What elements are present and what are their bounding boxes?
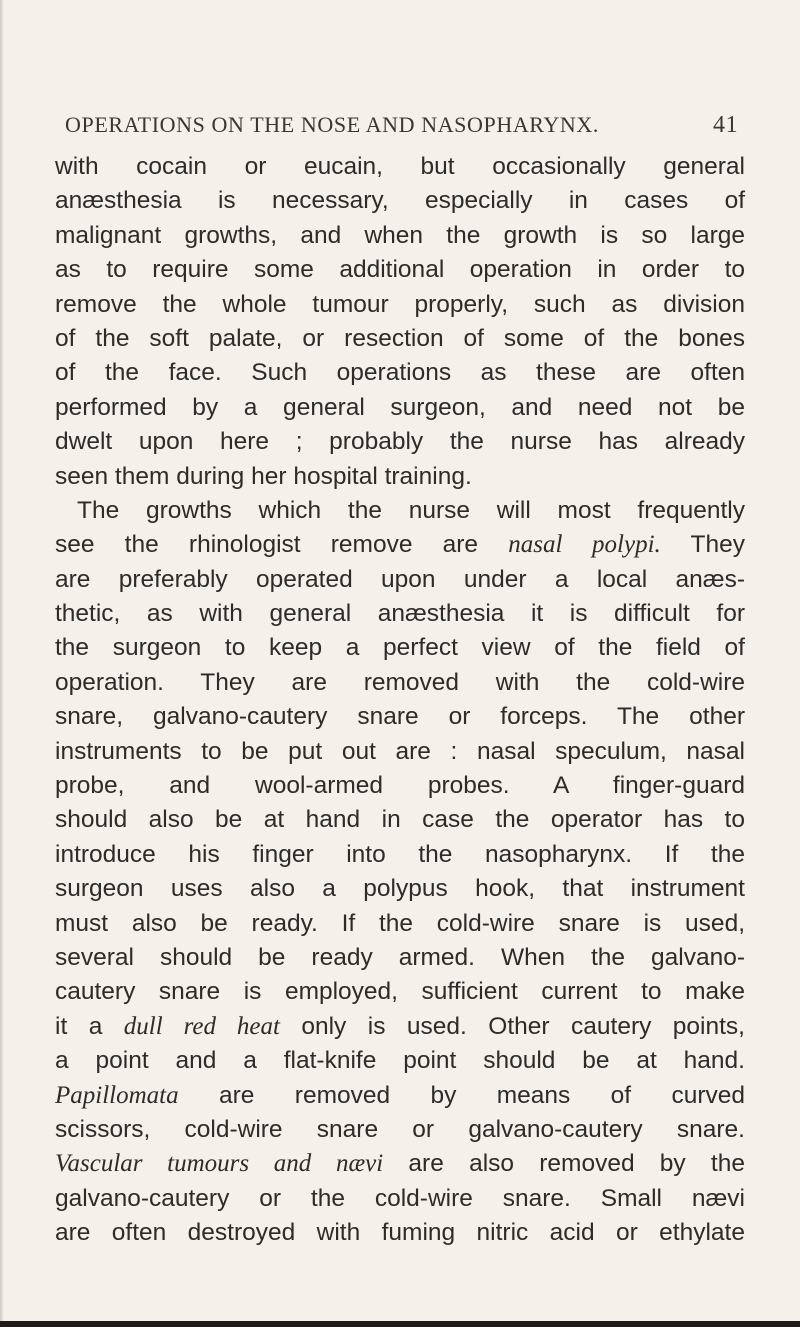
text-segment: it a bbox=[55, 1012, 124, 1040]
text-line bbox=[55, 528, 745, 562]
text-segment: surgeon uses also a polypus hook, that instrument bbox=[55, 875, 745, 903]
text-segment: are also removed by the bbox=[383, 1150, 745, 1178]
text-line bbox=[55, 425, 745, 459]
page-edge bbox=[0, 0, 4, 1327]
text-line bbox=[55, 769, 745, 803]
text-segment: snare, galvano-cautery snare or forceps. The other bbox=[55, 703, 745, 731]
italic-term: Vascular tumours and nævi bbox=[55, 1150, 384, 1178]
text-line bbox=[55, 253, 745, 287]
text-segment: thetic, as with general anæsthesia it is difficult for bbox=[55, 600, 745, 628]
text-line bbox=[55, 1010, 745, 1044]
italic-term: nasal polypi. bbox=[508, 531, 661, 559]
text-segment: several should be ready armed. When the galvano- bbox=[55, 943, 745, 971]
text-line bbox=[55, 700, 745, 734]
running-head-title: OPERATIONS ON THE NOSE AND NASOPHARYNX. bbox=[65, 112, 599, 137]
text-line bbox=[55, 735, 745, 769]
text-segment: as to require some additional operation in order to bbox=[55, 256, 745, 284]
text-line bbox=[55, 1079, 745, 1113]
page-bottom-edge bbox=[0, 1321, 800, 1327]
text-segment: cautery snare is employed, sufficient current to make bbox=[55, 978, 745, 1006]
text-segment: only is used. Other cautery points, bbox=[279, 1012, 745, 1040]
text-segment: seen them during her hospital training. bbox=[55, 462, 472, 490]
text-line bbox=[55, 872, 745, 906]
text-line bbox=[55, 666, 745, 700]
text-line bbox=[55, 460, 745, 494]
text-segment: are often destroyed with fuming nitric acid or ethylate bbox=[55, 1219, 745, 1247]
text-segment: with cocain or eucain, but occasionally general bbox=[55, 153, 745, 180]
text-segment: scissors, cold-wire snare or galvano-cautery snare. bbox=[55, 1115, 745, 1143]
text-line bbox=[55, 975, 745, 1009]
text-segment: operation. They are removed with the cold-wire bbox=[55, 668, 745, 696]
text-segment: remove the whole tumour properly, such as division bbox=[55, 290, 745, 318]
text-line bbox=[55, 803, 745, 837]
text-segment: instruments to be put out are : nasal speculum, nasal bbox=[55, 737, 745, 765]
text-line bbox=[55, 1147, 745, 1181]
page-number: 41 bbox=[713, 112, 739, 138]
text-line bbox=[55, 184, 745, 218]
text-line bbox=[55, 1044, 745, 1078]
text-line bbox=[55, 288, 745, 322]
text-segment: introduce his finger into the nasopharynx. If the bbox=[55, 840, 745, 868]
text-segment: performed by a general surgeon, and need not be bbox=[55, 393, 745, 421]
text-segment: The growths which the nurse will most frequently bbox=[77, 496, 745, 524]
text-line bbox=[55, 356, 745, 390]
text-segment: should also be at hand in case the operator has to bbox=[55, 806, 745, 834]
text-segment: must also be ready. If the cold-wire snare is used, bbox=[55, 909, 745, 937]
text-segment: galvano-cautery or the cold-wire snare. Small nævi bbox=[55, 1184, 745, 1212]
text-line bbox=[55, 563, 745, 597]
text-line bbox=[55, 391, 745, 425]
body-text bbox=[55, 150, 745, 1251]
text-segment: malignant growths, and when the growth is so large bbox=[55, 221, 745, 249]
text-line bbox=[55, 597, 745, 631]
text-segment: a point and a flat-knife point should be at hand. bbox=[55, 1047, 745, 1075]
text-segment: see the rhinologist remove are bbox=[55, 531, 509, 559]
text-line bbox=[55, 1216, 745, 1250]
text-segment: are removed by means of curved bbox=[178, 1081, 745, 1109]
text-segment: of the soft palate, or resection of some of the bones bbox=[55, 324, 745, 352]
italic-term: dull red heat bbox=[123, 1012, 280, 1040]
text-line bbox=[55, 219, 745, 253]
text-segment: are preferably operated upon under a local anæs- bbox=[55, 565, 745, 593]
text-line bbox=[55, 1113, 745, 1147]
text-segment: the surgeon to keep a perfect view of the field of bbox=[55, 634, 745, 662]
text-segment: They bbox=[660, 531, 746, 559]
text-line bbox=[55, 494, 745, 528]
text-line bbox=[55, 322, 745, 356]
italic-term: Papillomata bbox=[55, 1081, 179, 1109]
text-segment: probe, and wool-armed probes. A finger-guard bbox=[55, 772, 745, 800]
text-segment: dwelt upon here ; probably the nurse has already bbox=[55, 428, 745, 456]
text-line bbox=[55, 150, 745, 184]
text-line bbox=[55, 907, 745, 941]
text-line bbox=[55, 631, 745, 665]
text-line bbox=[55, 838, 745, 872]
text-segment: anæsthesia is necessary, especially in cases of bbox=[55, 187, 745, 215]
text-segment: of the face. Such operations as these are often bbox=[55, 359, 745, 387]
text-line bbox=[55, 941, 745, 975]
text-line bbox=[55, 1182, 745, 1216]
